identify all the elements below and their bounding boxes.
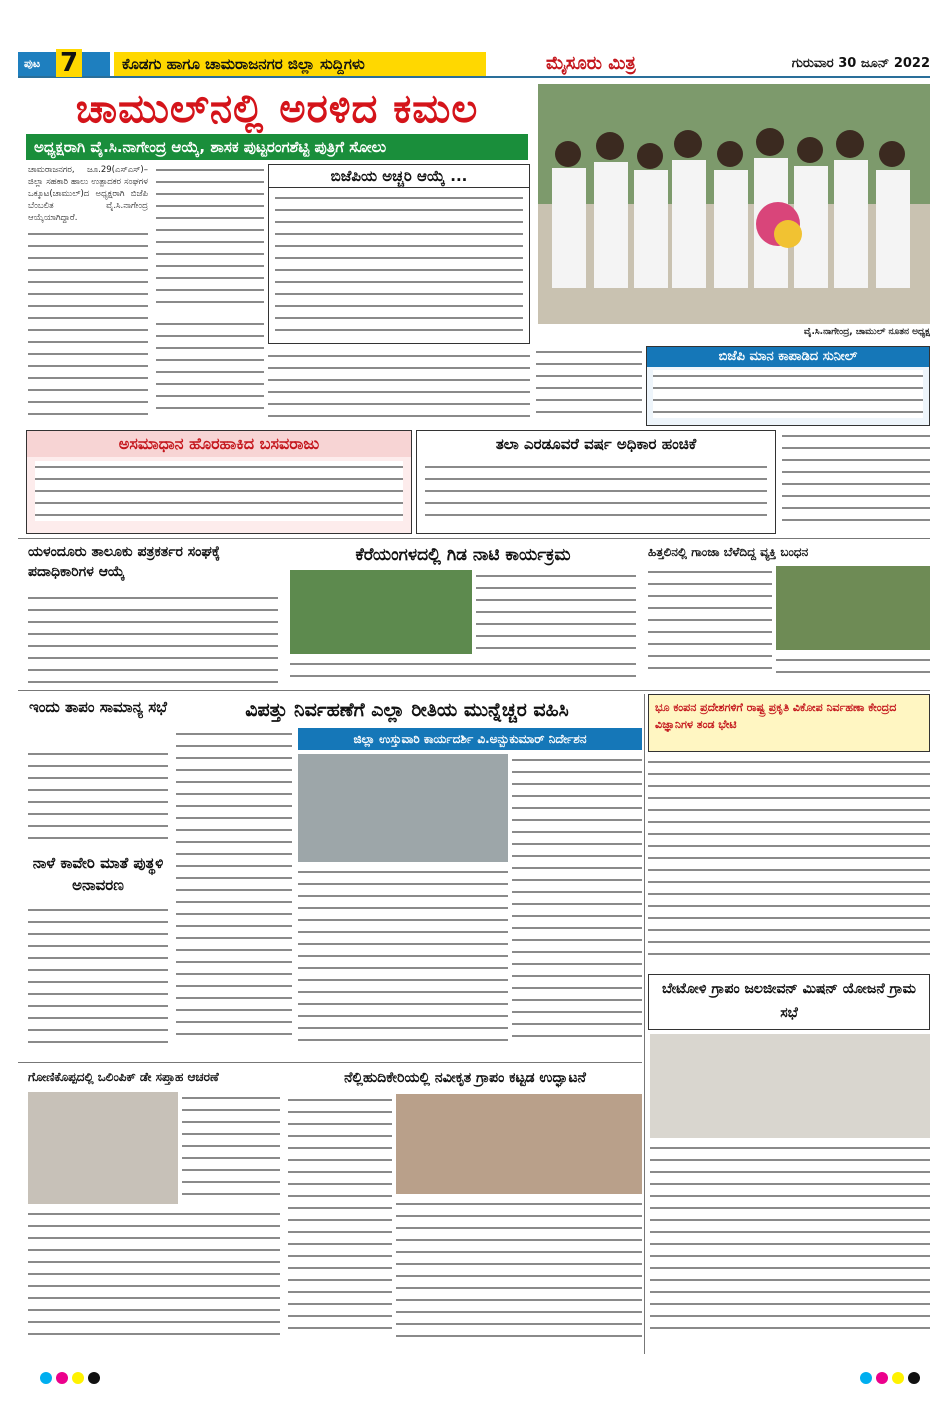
bjp-saved-box (646, 346, 930, 426)
disaster-photo (298, 754, 508, 862)
panchayat-headline: ನೆಲ್ಲಿಹುದಿಕೇರಿಯಲ್ಲಿ ನವೀಕೃತ ಗ್ರಾಪಂ ಕಟ್ಟಡ ಉದ್ಘಾಟನೆ (344, 1070, 586, 1086)
ganja-body-lower (776, 654, 930, 678)
meeting-body (28, 748, 168, 848)
olympic-body (182, 1092, 280, 1204)
crowd-illustration (538, 84, 930, 324)
lead-body-col4 (268, 350, 530, 424)
page-label: ಪುಟ (24, 57, 41, 70)
lead-photo (538, 84, 930, 324)
power-share-box (416, 430, 776, 534)
jaljeevan-photo (650, 1034, 930, 1138)
masthead (18, 48, 930, 78)
olympic-body-lower (28, 1208, 280, 1348)
section-rule-2 (18, 690, 930, 691)
registration-mark-cyan (40, 1372, 52, 1384)
disaster-body-mid (298, 866, 508, 1056)
column-rule-main (644, 694, 645, 1354)
page-badge (18, 48, 110, 78)
bjp-saved-title: ಬಿಜೆಪಿ ಮಾನ ಕಾಪಾಡಿದ ಸುನೀಲ್ (647, 347, 929, 367)
kaveri-headline: ನಾಳೆ ಕಾವೇರಿ ಮಾತೆ ಪುತ್ಥಳಿ ಅನಾವರಣ (32, 854, 164, 894)
ganja-body (648, 566, 772, 678)
registration-mark-black-2 (908, 1372, 920, 1384)
lead-body-col2 (156, 164, 264, 314)
registration-mark-magenta (56, 1372, 68, 1384)
jaljeevan-box (648, 974, 930, 1030)
journalists-headline: ಯಳಂದೂರು ತಾಲೂಕು ಪತ್ರಕರ್ತರ ಸಂಘಕ್ಕೆ ಪದಾಧಿಕಾರಿಗಳ ಆಯ್ಕೆ (28, 544, 221, 580)
newspaper-name: ಮೈಸೂರು ಮಿತ್ರ (546, 53, 636, 74)
registration-mark-cyan-2 (860, 1372, 872, 1384)
sapling-body (476, 570, 636, 654)
registration-mark-black (88, 1372, 100, 1384)
olympic-photo (28, 1092, 178, 1204)
dissent-box (26, 430, 412, 534)
quake-body (648, 756, 930, 970)
quake-headline: ಭೂ ಕಂಪನ ಪ್ರದೇಶಗಳಿಗೆ ರಾಷ್ಟ್ರ ಪ್ರಕೃತಿ ವಿಕೋಪ ನಿರ್ವಹಣಾ ಕೇಂದ್ರದ ವಿಜ್ಞಾನಿಗಳ ತಂಡ ಭೇಟಿ (655, 701, 897, 731)
bjp-box-title: ಬಿಜೆಪಿಯ ಅಚ್ಚರಿ ಆಯ್ಕೆ ... (269, 165, 529, 188)
section-title: ಕೊಡಗು ಹಾಗೂ ಚಾಮರಾಜನಗರ ಜಿಲ್ಲಾ ಸುದ್ದಿಗಳು (114, 52, 486, 76)
lead-body-text: ಚಾಮರಾಜನಗರ, ಜೂ.29(ಎಸ್‌ಎಸ್)– ಜಿಲ್ಲಾ ಸಹಕಾರಿ ಹಾಲು ಉತ್ಪಾದಕರ ಸಂಘಗಳ ಒಕ್ಕೂಟ(ಚಾಮುಲ್)ದ ಅಧ್ಯಕ್ಷರಾಗಿ ಬಿಜೆಪಿ ಬೆಂಬಲಿತ ವೈ.ಸಿ.ನಾಗೇಂದ್ರ ಆಯ್ಕೆಯಾಗಿದ್ದಾರೆ. (28, 165, 148, 223)
jaljeevan-body (650, 1142, 930, 1348)
bjp-box (268, 164, 530, 344)
lead-photo-caption (540, 326, 930, 342)
issue-date: ಗುರುವಾರ 30 ಜೂನ್ 2022 (791, 56, 930, 71)
journalists-body (28, 592, 278, 688)
page-number: 7 (56, 49, 82, 77)
lead-body-col3 (156, 318, 264, 424)
kaveri-body (28, 904, 168, 1054)
registration-mark-magenta-2 (876, 1372, 888, 1384)
sapling-photo (290, 570, 472, 654)
ganja-headline: ಹಿತ್ತಲಿನಲ್ಲಿ ಗಾಂಜಾ ಬೆಳೆದಿದ್ದ ವ್ಯಕ್ತಿ ಬಂಧನ (648, 545, 809, 559)
registration-mark-yellow-2 (892, 1372, 904, 1384)
ganja-photo (776, 566, 930, 650)
dissent-title: ಅಸಮಾಧಾನ ಹೊರಹಾಕಿದ ಬಸವರಾಜು (27, 431, 411, 457)
panchayat-body-left (288, 1094, 392, 1348)
sapling-headline: ಕೆರೆಯಂಗಳದಲ್ಲಿ ಗಿಡ ನಾಟಿ ಕಾರ್ಯಕ್ರಮ (355, 545, 571, 565)
disaster-body-left (176, 728, 292, 1058)
meeting-headline: ಇಂದು ತಾಪಂ ಸಾಮಾನ್ಯ ಸಭೆ (28, 698, 168, 716)
quake-box (648, 694, 930, 752)
olympic-headline: ಗೋಣಿಕೊಪ್ಪದಲ್ಲಿ ಒಲಿಂಪಿಕ್ ಡೇ ಸಪ್ತಾಹ ಆಚರಣೆ (28, 1070, 219, 1084)
sapling-body-lower (290, 658, 636, 688)
caption-text: ವೈ.ಸಿ.ನಾಗೇಂದ್ರ, ಚಾಮುಲ್ ನೂತನ ಅಧ್ಯಕ್ಷ (803, 327, 930, 337)
disaster-body-right (512, 754, 642, 1056)
lead-subhead: ಅಧ್ಯಕ್ಷರಾಗಿ ವೈ.ಸಿ.ನಾಗೇಂದ್ರ ಆಯ್ಕೆ, ಶಾಸಕ ಪುಟ್ಟರಂಗಶೆಟ್ಟಿ ಪುತ್ರಿಗೆ ಸೋಲು (26, 134, 528, 160)
disaster-headline: ವಿಪತ್ತು ನಿರ್ವಹಣೆಗೆ ಎಲ್ಲಾ ರೀತಿಯ ಮುನ್ನೆಚ್ಚರ ವಹಿಸಿ (245, 699, 569, 721)
lead-body-col1 (28, 164, 148, 424)
panchayat-photo (396, 1094, 642, 1194)
lead-headline: ಚಾಮುಲ್‌ನಲ್ಲಿ ಅರಳಿದ ಕಮಲ (75, 86, 479, 132)
jaljeevan-headline: ಬೇಟೋಳಿ ಗ್ರಾಪಂ ಜಲಜೀವನ್ ಮಿಷನ್ ಯೋಜನೆ ಗ್ರಾಮ ಸಭೆ (661, 981, 916, 1021)
section-rule-1 (18, 538, 930, 539)
disaster-subhead: ಜಿಲ್ಲಾ ಉಸ್ತುವಾರಿ ಕಾರ್ಯದರ್ಶಿ ವಿ.ಅನ್ಬುಕುಮಾರ್ ನಿರ್ದೇಶನ (298, 728, 642, 750)
section-rule-3 (18, 1062, 642, 1063)
registration-mark-yellow (72, 1372, 84, 1384)
lead-right-col (536, 346, 642, 424)
right-col-text (782, 430, 930, 534)
panchayat-body-right (396, 1198, 642, 1348)
power-share-title: ತಲಾ ಎರಡೂವರೆ ವರ್ಷ ಅಧಿಕಾರ ಹಂಚಿಕೆ (495, 435, 697, 453)
